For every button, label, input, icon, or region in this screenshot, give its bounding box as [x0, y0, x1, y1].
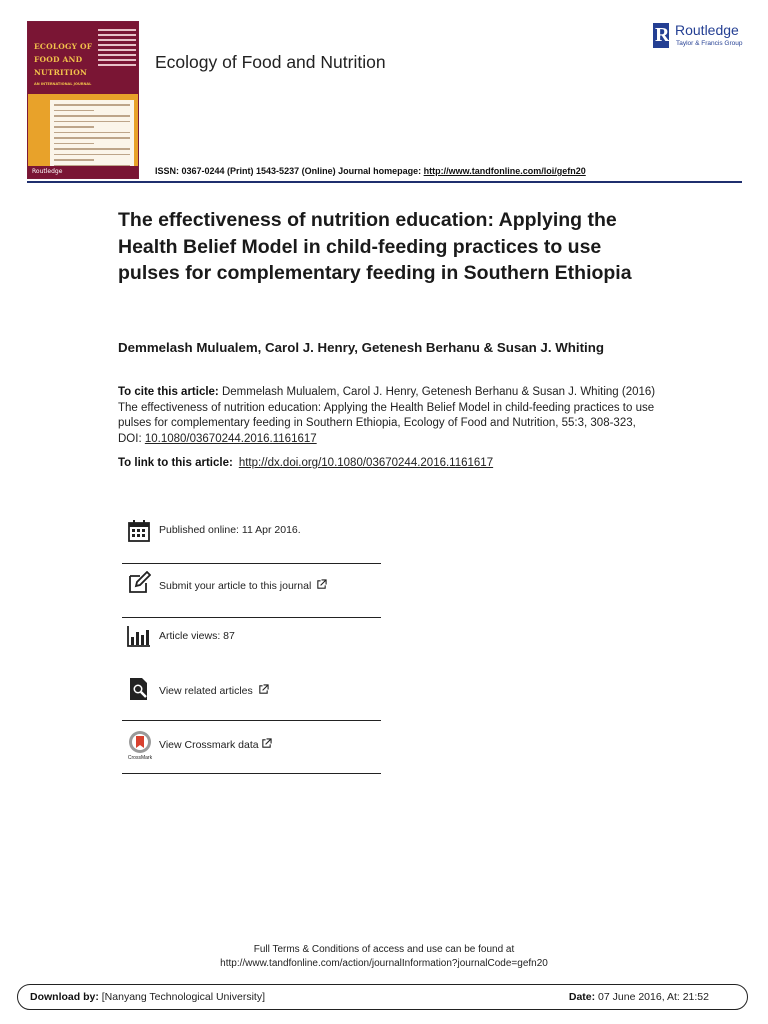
related-articles-label — [159, 684, 269, 697]
logo-letter: R — [655, 24, 670, 46]
terms-notice — [0, 943, 768, 971]
cover-title: ECOLOGY OF FOOD AND NUTRITION — [34, 42, 93, 77]
journal-homepage-link[interactable]: http://www.tandfonline.com/loi/gefn20 — [423, 166, 586, 176]
article-authors: Demmelash Mulualem, Carol J. Henry, Getenesh Berhanu & Susan J. Whiting — [118, 340, 604, 355]
related-articles-text: View related articles — [159, 685, 253, 697]
crossmark-label — [159, 738, 272, 751]
related-articles-row[interactable] — [122, 668, 381, 721]
download-info — [30, 991, 265, 1003]
row-divider — [122, 773, 381, 774]
doi-link[interactable]: 10.1080/03670244.2016.1161617 — [144, 432, 317, 445]
cover-contents — [50, 100, 134, 170]
crossmark-icon — [127, 730, 153, 760]
header-divider — [27, 181, 742, 183]
calendar-icon — [127, 519, 151, 543]
issn-text: ISSN: 0367-0244 (Print) 1543-5237 (Online) Journal homepage: — [155, 166, 424, 176]
external-link-icon — [261, 738, 272, 749]
external-link-icon — [258, 684, 269, 695]
publisher-subtitle: Taylor & Francis Group — [676, 40, 743, 47]
search-document-icon — [127, 677, 151, 701]
download-value: [Nanyang Technological University] — [98, 991, 265, 1003]
crossmark-text: View Crossmark data — [159, 739, 259, 751]
crossmark-caption: CrossMark — [127, 755, 153, 760]
date-value: 07 June 2016, At: 21:52 — [595, 991, 709, 1003]
published-online-row — [122, 510, 381, 563]
article-views-row — [122, 618, 381, 671]
issn-line — [155, 166, 586, 176]
submit-article-label — [159, 579, 327, 592]
download-footer — [17, 984, 748, 1010]
edit-icon — [127, 571, 151, 595]
external-link-icon — [316, 579, 327, 590]
article-title: The effectiveness of nutrition education: Applying the Health Belief Model in child-feeding practices to use pulses for complementary feeding in Southern Ethiopia — [118, 209, 632, 284]
citation-block — [118, 385, 658, 447]
link-label: To link to this article: — [118, 457, 233, 469]
terms-line-1: Full Terms & Conditions of access and use can be found at — [253, 944, 515, 955]
article-url-link[interactable]: http://dx.doi.org/10.1080/03670244.2016.1161617 — [238, 457, 494, 469]
crossmark-row[interactable] — [122, 721, 381, 774]
published-online-label: Published online: 11 Apr 2016. — [159, 524, 301, 536]
routledge-logo-icon — [653, 23, 669, 48]
cover-subtitle: AN INTERNATIONAL JOURNAL — [34, 82, 92, 86]
article-link-line — [118, 457, 493, 469]
date-label: Date: — [568, 991, 596, 1003]
cover-publisher: Routledge — [32, 168, 63, 175]
citation-text: Demmelash Mulualem, Carol J. Henry, Getenesh Berhanu & Susan J. Whiting (2016) The effectiveness of nutrition education: Applying the Health Belief Model in child-feeding practices to use pulses for complementary feeding in Southern Ethiopia, Ecology of Food and Nutrition, 55:3, 308-323, DOI: — [118, 386, 656, 445]
article-views-label: Article views: 87 — [159, 630, 235, 642]
download-date — [569, 991, 709, 1003]
cover-footer — [28, 166, 138, 178]
bar-chart-icon — [127, 624, 151, 648]
submit-article-row[interactable] — [122, 564, 381, 617]
journal-title[interactable]: Ecology of Food and Nutrition — [155, 52, 386, 72]
download-label: Download by: — [30, 991, 99, 1003]
publisher-name: Routledge — [675, 22, 739, 38]
citation-label: To cite this article: — [118, 386, 219, 398]
submit-article-text: Submit your article to this journal — [159, 580, 312, 592]
journal-cover-image[interactable] — [27, 21, 139, 179]
cover-issue-info — [98, 26, 136, 92]
terms-url-link[interactable]: http://www.tandfonline.com/action/journalInformation?journalCode=gefn20 — [220, 958, 548, 969]
